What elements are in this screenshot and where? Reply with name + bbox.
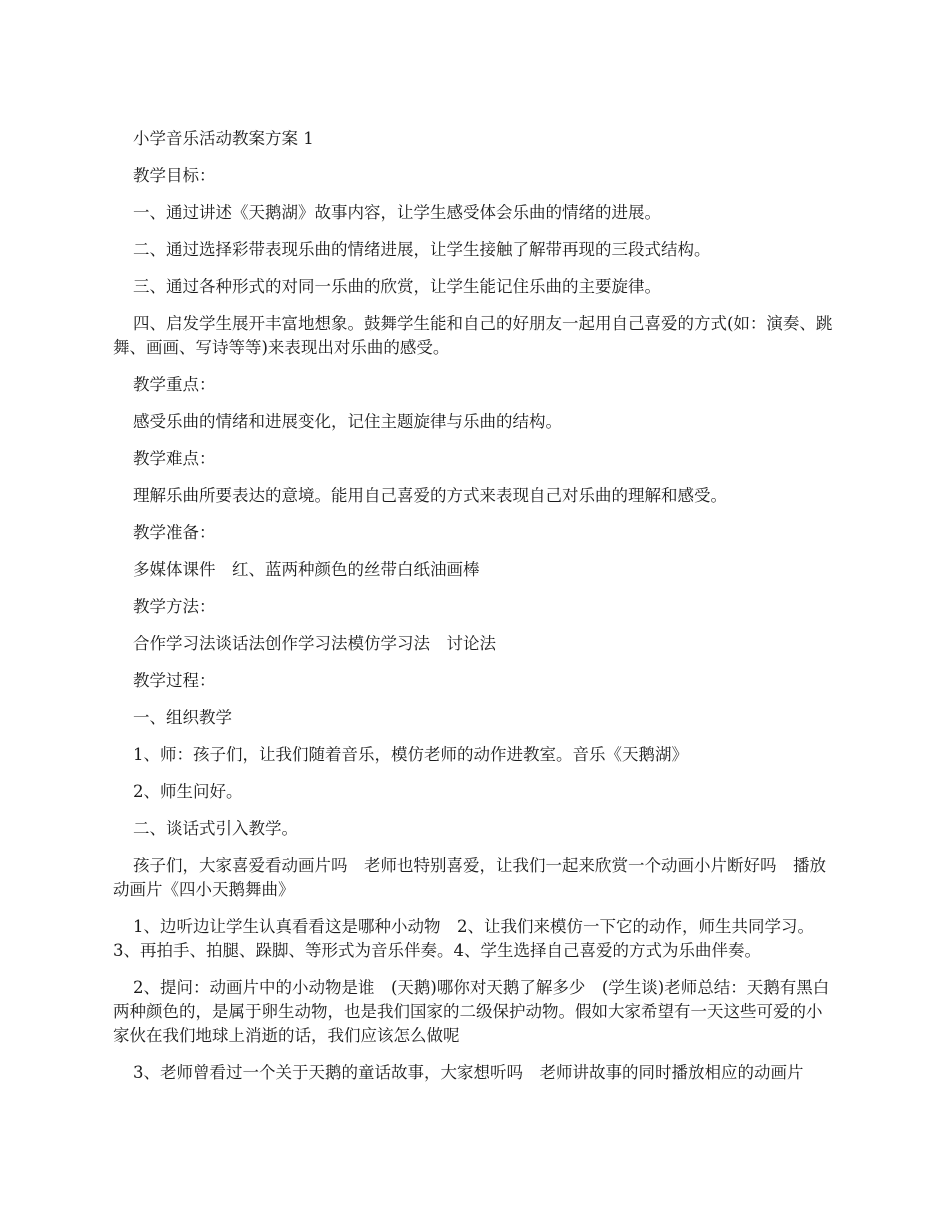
document-title: 小学音乐活动教案方案 1 xyxy=(133,129,314,148)
body-paragraph: 感受乐曲的情绪和进展变化，记住主题旋律与乐曲的结构。 xyxy=(133,412,562,431)
process-step: 1、师：孩子们，让我们随着音乐，模仿老师的动作进教室。音乐《天鹅湖》 xyxy=(133,745,688,764)
section-heading-preparation: 教学准备： xyxy=(133,523,216,542)
body-paragraph: 孩子们，大家喜爱看动画片吗 老师也特别喜爱，让我们一起来欣赏一个动画小片断好吗 播放动画片《四小天鹅舞曲》 xyxy=(113,856,826,899)
process-step: 2、提问：动画片中的小动物是谁 (天鹅)哪你对天鹅了解多少 (学生谈)老师总结：天鹅有黑白两种颜色的，是属于卵生动物，也是我们国家的二级保护动物。假如大家希望有一天这些可爱的小家伙在我们地球上消逝的话，我们应该怎么做呢 xyxy=(113,978,830,1045)
subsection-heading: 一、组织教学 xyxy=(133,708,232,727)
process-step: 3、老师曾看过一个关于天鹅的童话故事，大家想听吗 老师讲故事的同时播放相应的动画片 xyxy=(133,1063,804,1082)
subsection-heading: 二、谈话式引入教学。 xyxy=(133,819,298,838)
objective-item: 三、通过各种形式的对同一乐曲的欣赏，让学生能记住乐曲的主要旋律。 xyxy=(133,277,661,296)
objective-item: 一、通过讲述《天鹅湖》故事内容，让学生感受体会乐曲的情绪的进展。 xyxy=(133,203,661,222)
section-heading-objectives: 教学目标： xyxy=(133,166,216,185)
process-step: 2、师生问好。 xyxy=(133,782,243,801)
body-paragraph: 多媒体课件 红、蓝两种颜色的丝带白纸油画棒 xyxy=(133,560,480,579)
section-heading-methods: 教学方法： xyxy=(133,597,216,616)
section-heading-key-points: 教学重点： xyxy=(133,375,216,394)
body-paragraph: 理解乐曲所要表达的意境。能用自己喜爱的方式来表现自己对乐曲的理解和感受。 xyxy=(133,486,727,505)
document-body xyxy=(113,127,838,1098)
objective-item: 四、启发学生展开丰富地想象。鼓舞学生能和自己的好朋友一起用自己喜爱的方式(如：演奏、跳舞、画画、写诗等等)来表现出对乐曲的感受。 xyxy=(113,314,833,357)
section-heading-process: 教学过程： xyxy=(133,671,216,690)
section-heading-difficulties: 教学难点： xyxy=(133,449,216,468)
body-paragraph: 合作学习法谈话法创作学习法模仿学习法 讨论法 xyxy=(133,634,496,653)
objective-item: 二、通过选择彩带表现乐曲的情绪进展，让学生接触了解带再现的三段式结构。 xyxy=(133,240,711,259)
process-step: 1、边听边让学生认真看看这是哪种小动物 2、让我们来模仿一下它的动作，师生共同学习。3、再拍手、拍腿、跺脚、等形式为音乐伴奏。4、学生选择自己喜爱的方式为乐曲伴奏。 xyxy=(113,917,814,960)
